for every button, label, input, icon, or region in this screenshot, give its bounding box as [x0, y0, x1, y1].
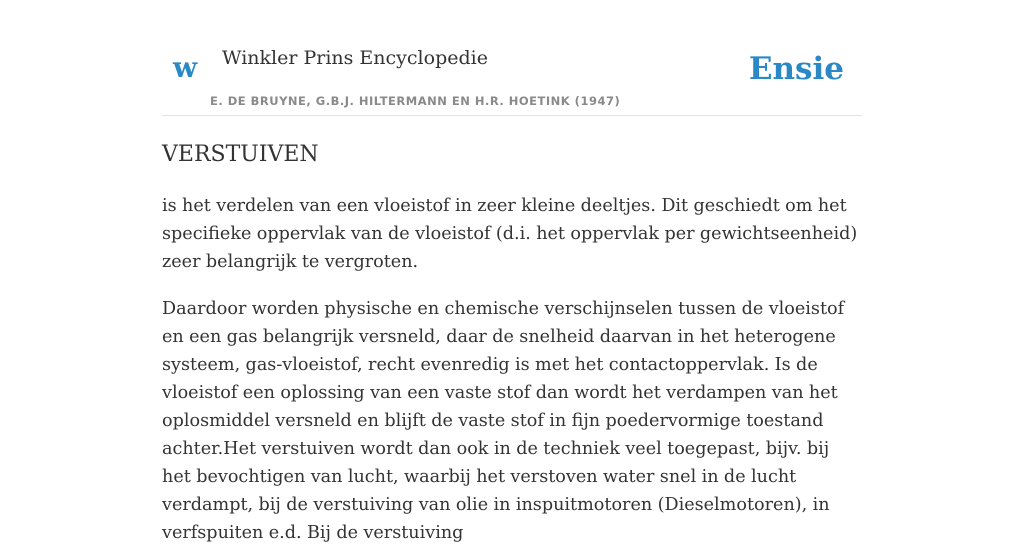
site-title[interactable]: Winkler Prins Encyclopedie: [222, 47, 488, 69]
entry-title: VERSTUIVEN: [162, 142, 319, 167]
winkler-prins-logo-icon[interactable]: w: [173, 51, 198, 84]
authors-credit: E. DE BRUYNE, G.B.J. HILTERMANN EN H.R. HOETINK (1947): [210, 94, 621, 108]
article-paragraph: is het verdelen van een vloeistof in zeer kleine deeltjes. Dit geschiedt om het specifieke oppervlak van de vloeistof (d.i. het oppervlak per gewichtseenheid) zeer belangrijk te vergroten.: [162, 196, 858, 272]
header: [162, 0, 862, 116]
ensie-logo[interactable]: Ensie: [748, 51, 844, 87]
article-paragraph: Daardoor worden physische en chemische verschijnselen tussen de vloeistof en een gas belangrijk versneld, daar de snelheid daarvan in het heterogene systeem, gas-vloeistof, recht evenredig is met het contactoppervlak. Is de vloeistof een oplossing van een vaste stof dan wordt het verdampen van het oplosmiddel versneld en blijft de vaste stof in fijn poedervormige toestand achter.Het verstuiven wordt dan ook in de techniek veel toegepast, bijv. bij het bevochtigen van lucht, waarbij het verstoven water snel in de lucht verdampt, bij de verstuiving van olie in inspuitmotoren (Dieselmotoren), in verfspuiten e.d. Bij de verstuiving: [162, 299, 845, 543]
article: [162, 138, 862, 547]
